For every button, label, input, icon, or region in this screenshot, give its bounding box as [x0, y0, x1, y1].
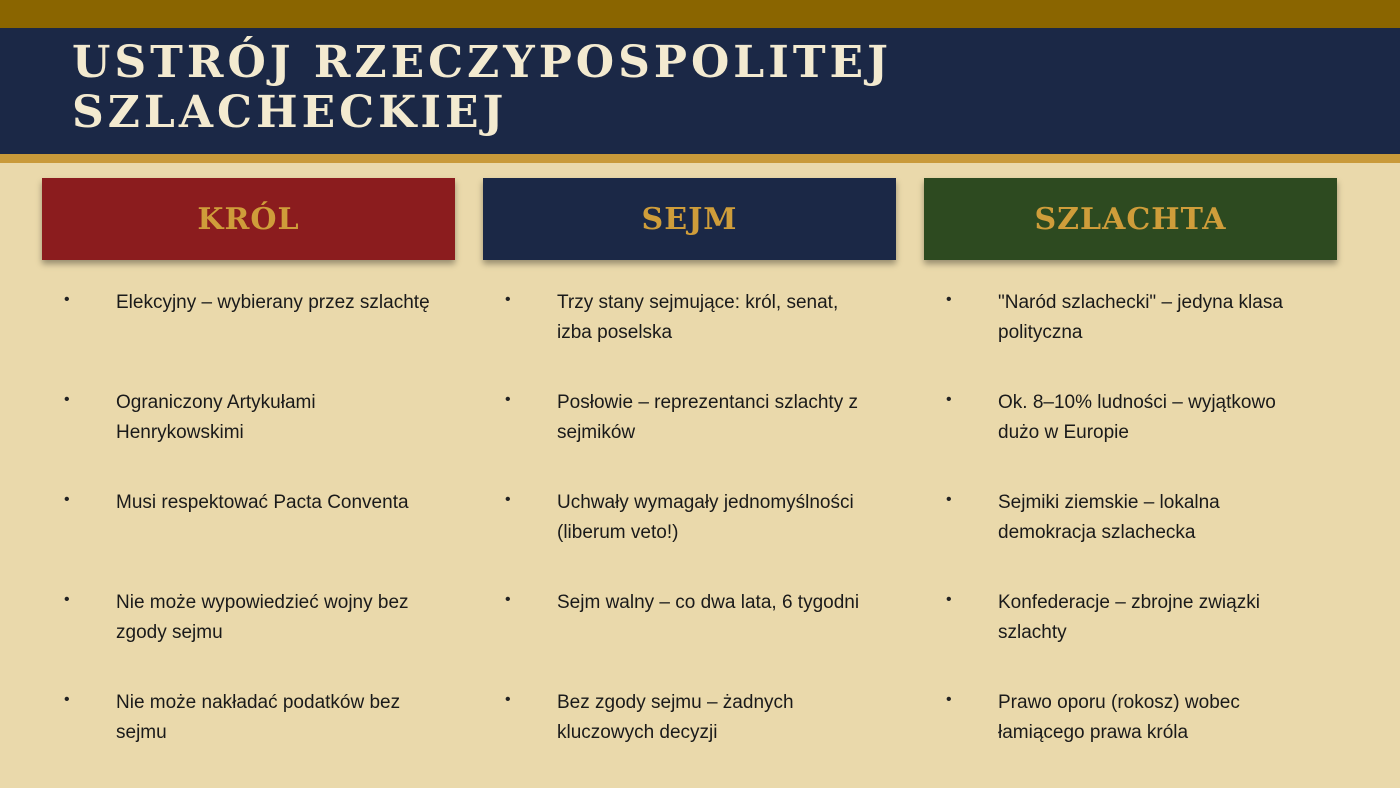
- bullet-icon: •: [946, 591, 952, 608]
- list-item-text: Sejm walny – co dwa lata, 6 tygodni: [557, 592, 860, 613]
- list-item: [924, 388, 1337, 488]
- bullet-icon: •: [505, 691, 511, 708]
- list-item-text: Nie może wypowiedzieć wojny bez zgody sejmu: [116, 592, 409, 643]
- list-item-text: Prawo oporu (rokosz) wobec łamiącego prawa króla: [998, 692, 1240, 743]
- column-heading: SEJM: [641, 201, 738, 237]
- list-item: [483, 488, 896, 588]
- column-list: [483, 288, 896, 788]
- header-divider: [0, 154, 1400, 163]
- list-item-text: Bez zgody sejmu – żadnych kluczowych decyzji: [557, 692, 794, 743]
- list-item-text: Musi respektować Pacta Conventa: [116, 492, 409, 513]
- list-item: [924, 688, 1337, 788]
- bullet-icon: •: [946, 691, 952, 708]
- list-item-text: "Naród szlachecki" – jedyna klasa polityczna: [998, 292, 1283, 343]
- bullet-icon: •: [505, 591, 511, 608]
- list-item: [483, 288, 896, 388]
- list-item-text: Trzy stany sejmujące: król, senat, izba poselska: [557, 292, 839, 343]
- list-item-text: Sejmiki ziemskie – lokalna demokracja szlachecka: [998, 492, 1220, 543]
- bullet-icon: •: [946, 291, 952, 308]
- column-list: [924, 288, 1337, 788]
- list-item: [924, 488, 1337, 588]
- list-item: [42, 688, 455, 788]
- top-accent-bar: [0, 0, 1400, 28]
- list-item: [42, 588, 455, 688]
- column-szlachta: [924, 178, 1337, 743]
- title-banner: [0, 28, 1400, 154]
- page-title: USTRÓJ RZECZYPOSPOLITEJ SZLACHECKIEJ: [72, 37, 892, 138]
- column-heading: SZLACHTA: [1034, 201, 1227, 237]
- bullet-icon: •: [64, 591, 70, 608]
- list-item: [483, 688, 896, 788]
- bullet-icon: •: [946, 391, 952, 408]
- column-heading: KRÓL: [197, 201, 300, 237]
- bullet-icon: •: [946, 491, 952, 508]
- list-item: [42, 388, 455, 488]
- list-item-text: Elekcyjny – wybierany przez szlachtę: [116, 292, 430, 313]
- list-item: [483, 588, 896, 688]
- list-item-text: Ok. 8–10% ludności – wyjątkowo dużo w Europie: [998, 392, 1276, 443]
- list-item-text: Posłowie – reprezentanci szlachty z sejmików: [557, 392, 858, 443]
- list-item: [42, 488, 455, 588]
- list-item-text: Konfederacje – zbrojne związki szlachty: [998, 592, 1260, 643]
- list-item: [42, 288, 455, 388]
- list-item: [924, 288, 1337, 388]
- column-sejm: [483, 178, 896, 743]
- column-krol: [42, 178, 455, 743]
- bullet-icon: •: [64, 391, 70, 408]
- bullet-icon: •: [505, 291, 511, 308]
- column-heading-box: [924, 178, 1337, 260]
- column-heading-box: [42, 178, 455, 260]
- bullet-icon: •: [64, 491, 70, 508]
- bullet-icon: •: [505, 391, 511, 408]
- list-item-text: Uchwały wymagały jednomyślności (liberum veto!): [557, 492, 854, 543]
- bullet-icon: •: [64, 691, 70, 708]
- list-item-text: Ograniczony Artykułami Henrykowskimi: [116, 392, 316, 443]
- list-item: [924, 588, 1337, 688]
- list-item: [483, 388, 896, 488]
- column-list: [42, 288, 455, 788]
- list-item-text: Nie może nakładać podatków bez sejmu: [116, 692, 401, 743]
- bullet-icon: •: [505, 491, 511, 508]
- column-heading-box: [483, 178, 896, 260]
- bullet-icon: •: [64, 291, 70, 308]
